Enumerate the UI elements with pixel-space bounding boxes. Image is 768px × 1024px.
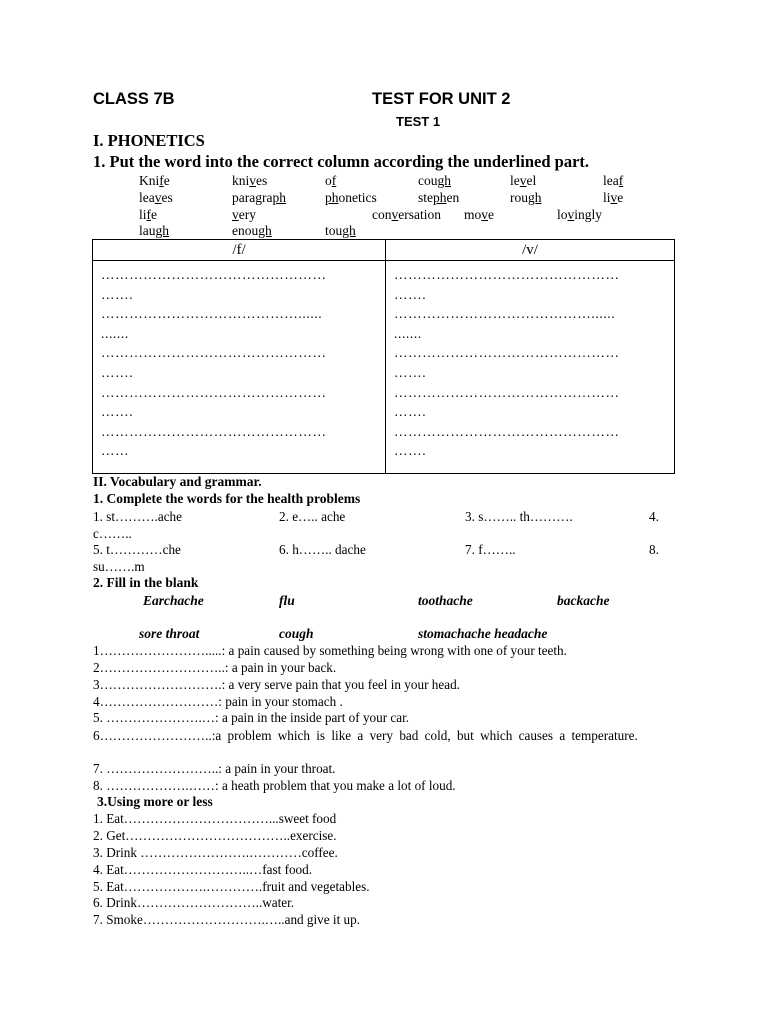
word-move: move <box>464 207 495 222</box>
ex3-line: 5. Eat……………….………….fruit and vegetables. <box>93 879 370 894</box>
ex1-item: 8. <box>649 542 659 557</box>
test-number: TEST 1 <box>396 114 441 129</box>
word-live: live <box>603 190 624 205</box>
dot-line: ……. <box>394 286 427 302</box>
ex1-item: 7. f…….. <box>465 542 516 557</box>
dot-line: ……. <box>101 364 134 380</box>
word-conversation: conversation <box>372 207 441 222</box>
dot-line: ……. <box>101 286 134 302</box>
dot-line: ....... <box>394 325 422 341</box>
word-tough: tough <box>325 223 356 238</box>
column-header-f: /f/ <box>93 240 386 261</box>
ex3-title: 3.Using more or less <box>97 794 213 809</box>
word-paragraph: paragraph <box>232 190 286 205</box>
dot-line: ………………………………………… <box>394 423 620 439</box>
word-knives: knives <box>232 173 268 188</box>
option-word: flu <box>279 593 295 608</box>
word-laugh: laugh <box>139 223 169 238</box>
word-leaves: leaves <box>139 190 173 205</box>
option-word: Earchache <box>143 593 204 608</box>
word-lovingly: lovingly <box>557 207 603 222</box>
class-label: CLASS 7B <box>93 90 175 108</box>
dot-line: ………………………………………… <box>394 384 620 400</box>
option-word: toothache <box>418 593 473 608</box>
phonetics-instruction: 1. Put the word into the correct column according the underlined part. <box>93 152 590 171</box>
word-level: level <box>510 173 537 188</box>
ex2-line: 2………………………..: a pain in your back. <box>93 660 337 675</box>
ex2-line: 8. ……………….……: a heath problem that you make a lot of loud. <box>93 778 456 793</box>
ex3-line: 7. Smoke……………………….…..and give it up. <box>93 912 361 927</box>
option-word: backache <box>557 593 610 608</box>
ex2-line: 1…………………….....: a pain caused by something being wrong with one of your teeth. <box>93 643 567 658</box>
column-header-v: /v/ <box>386 240 675 261</box>
ex3-line: 1. Eat……………………………...sweet food <box>93 811 337 826</box>
vocab-heading: II. Vocabulary and grammar. <box>93 474 262 489</box>
ex2-line: 6……………………..:a problem which is like a very bad cold, but which causes a temperature. <box>93 728 638 743</box>
word-very: very <box>232 207 256 222</box>
dot-line: ……. <box>394 364 427 380</box>
ex1-item: 4. <box>649 509 659 524</box>
ex2-line: 4………………………: pain in your stomach . <box>93 694 343 709</box>
ex1-item: su…….m <box>93 559 145 574</box>
ex3-line: 3. Drink …………………….…………coffee. <box>93 845 338 860</box>
word-of: of <box>325 173 337 188</box>
dot-line: ………………………………………… <box>101 345 327 361</box>
option-word: sore throat <box>139 626 200 641</box>
ex2-line: 5. ………………….…: a pain in the inside part of your car. <box>93 710 410 725</box>
dot-line: ……. <box>394 404 427 420</box>
ex3-line: 4. Eat………………………..…fast food. <box>93 862 313 877</box>
word-rough: rough <box>510 190 542 205</box>
test-title: TEST FOR UNIT 2 <box>372 90 511 108</box>
ex1-item: 6. h…….. dache <box>279 542 366 557</box>
word-knife: Knife <box>139 173 170 188</box>
word-life: life <box>139 207 158 222</box>
dot-line: ………………………………………… <box>101 384 327 400</box>
dot-line: ……………………………………...... <box>394 306 616 322</box>
ex3-line: 2. Get………………………………..exercise. <box>93 828 337 843</box>
option-word: stomachache headache <box>418 626 548 641</box>
dot-line: …… <box>101 443 130 459</box>
ex1-item: 1. st……….ache <box>93 509 182 524</box>
ex1-title: 1. Complete the words for the health problems <box>93 491 361 506</box>
word-stephen: stephen <box>418 190 460 205</box>
dot-line: ………………………………………… <box>101 267 327 282</box>
ex1-item: 2. e….. ache <box>279 509 346 524</box>
dot-line: ……………………………………...... <box>101 306 323 322</box>
option-word: cough <box>279 626 314 641</box>
word-cough: cough <box>418 173 451 188</box>
ex2-line: 7. ……………………..: a pain in your throat. <box>93 761 336 776</box>
ex2-line: 3……………………….: a very serve pain that you feel in your head. <box>93 677 460 692</box>
phonetics-answer-table <box>92 239 675 474</box>
dot-line: ………………………………………… <box>101 423 327 439</box>
word-phonetics: phonetics <box>325 190 377 205</box>
answer-cell-f[interactable] <box>93 261 386 474</box>
answer-cell-v[interactable] <box>386 261 675 474</box>
ex3-line: 6. Drink………………………..water. <box>93 895 295 910</box>
word-enough: enough <box>232 223 272 238</box>
ex1-item: 5. t…………che <box>93 542 181 557</box>
dot-line: ………………………………………… <box>394 345 620 361</box>
dot-line: ………………………………………… <box>394 267 620 282</box>
phonetics-heading: I. PHONETICS <box>93 131 205 150</box>
dot-line: ……. <box>101 404 134 420</box>
dot-line: ....... <box>101 325 129 341</box>
dot-line: ……. <box>394 443 427 459</box>
ex2-title: 2. Fill in the blank <box>93 575 199 590</box>
ex1-item: c…….. <box>93 526 132 541</box>
word-leaf: leaf <box>603 173 624 188</box>
ex1-item: 3. s…….. th………. <box>465 509 573 524</box>
